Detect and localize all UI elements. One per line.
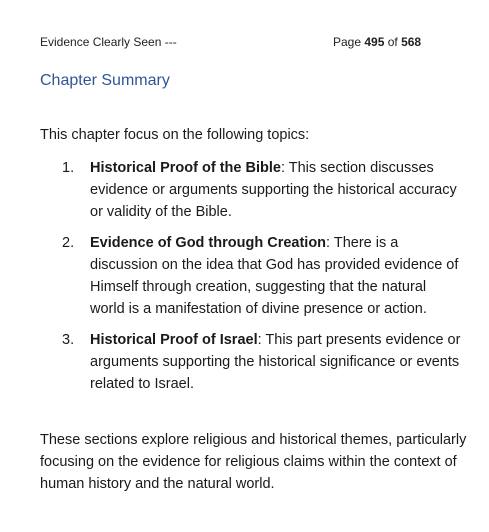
- topic-item: [62, 157, 462, 223]
- page-total: 568: [401, 35, 422, 49]
- topic-title: Evidence of God through Creation: [90, 235, 327, 251]
- page-current: 495: [364, 35, 385, 49]
- chapter-summary-heading: Chapter Summary: [40, 72, 170, 89]
- topic-list: [62, 157, 462, 404]
- topic-description: : There is a discussion on the idea that God has provided evidence of Himself through creation, suggesting that the natural world is a manifestation of divine presence or action.: [90, 235, 459, 317]
- topic-number: 1.: [62, 160, 75, 176]
- topic-number: 3.: [62, 332, 75, 348]
- closing-paragraph: These sections explore religious and historical themes, particularly focusing on the evidence for religious claims within the context of human history and the natural world.: [40, 432, 467, 492]
- topic-number: 2.: [62, 235, 75, 251]
- header-page-number: [333, 35, 421, 49]
- intro-text: This chapter focus on the following topics:: [40, 127, 310, 143]
- header-book-title: Evidence Clearly Seen ---: [40, 35, 177, 49]
- page-label: Page: [333, 35, 365, 49]
- topic-description: : This part presents evidence or arguments supporting the historical significance or events related to Israel.: [90, 332, 461, 392]
- topic-item: [62, 329, 462, 395]
- topic-item: [62, 232, 462, 320]
- topic-description: : This section discusses evidence or arguments supporting the historical accuracy or validity of the Bible.: [90, 160, 457, 220]
- page-of: of: [384, 35, 402, 49]
- topic-title: Historical Proof of the Bible: [90, 160, 281, 176]
- topic-title: Historical Proof of Israel: [90, 332, 258, 348]
